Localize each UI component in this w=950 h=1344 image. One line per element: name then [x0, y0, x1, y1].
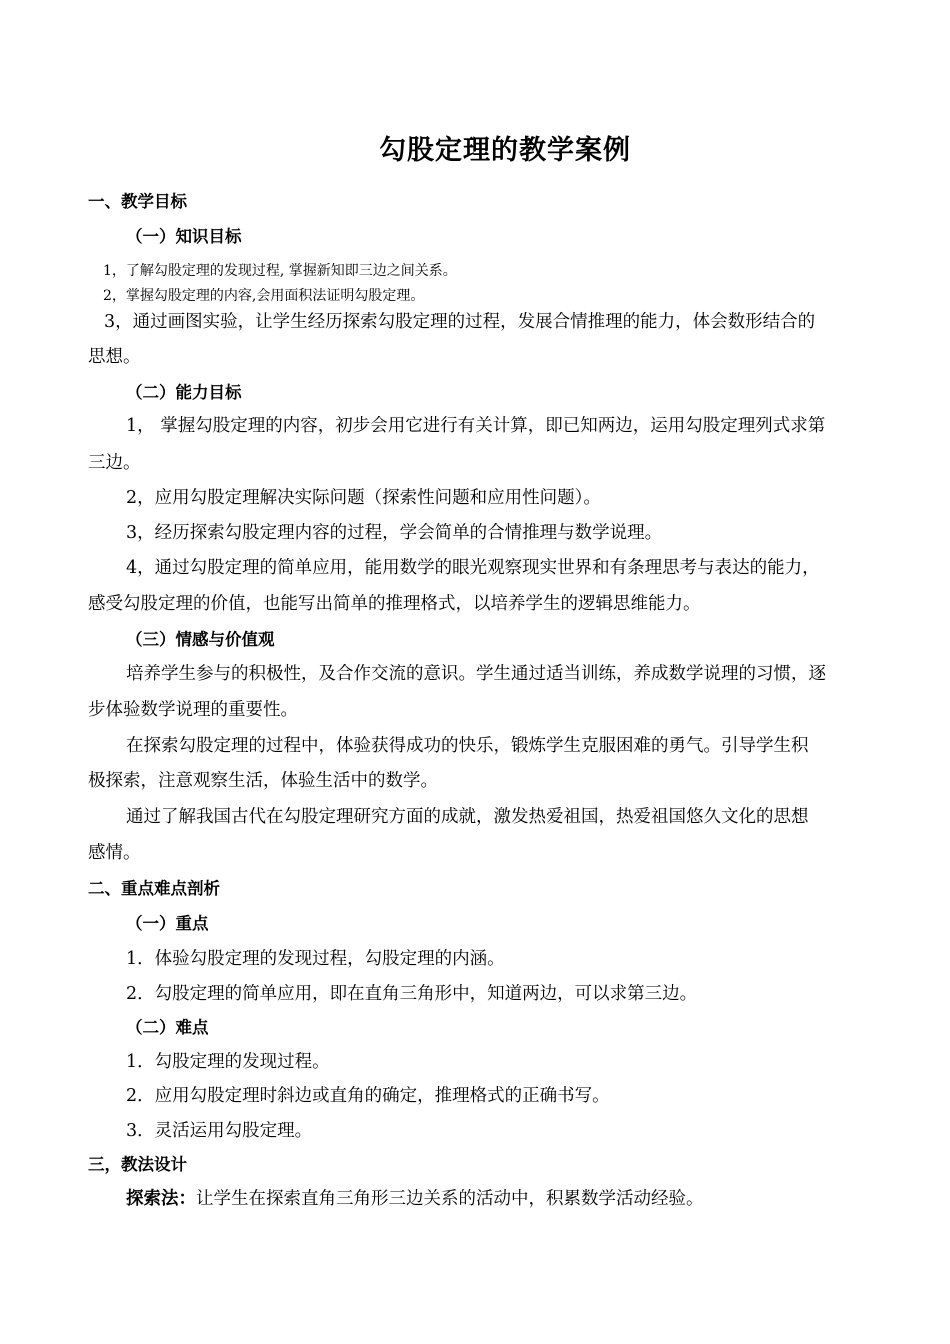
subheading-ability-goals: （二）能力目标	[126, 383, 242, 402]
section-heading-teaching-goals: 一、教学目标	[88, 192, 187, 211]
subheading-key-points: （一）重点	[126, 914, 209, 933]
section-heading-teaching-method: 三，教法设计	[88, 1155, 187, 1174]
ability-goal-1-line1: 1， 掌握勾股定理的内容，初步会用它进行有关计算，即已知两边，运用勾股定理列式求第	[126, 416, 826, 436]
knowledge-goal-2: 2，掌握勾股定理的内容,会用面积法证明勾股定理。	[103, 288, 425, 304]
ability-goal-2: 2，应用勾股定理解决实际问题（探索性问题和应用性问题）。	[126, 488, 601, 508]
knowledge-goal-3-line1: 3，通过画图实验，让学生经历探索勾股定理的过程，发展合情推理的能力，体会数形结合的	[104, 312, 816, 332]
ability-goal-4-line1: 4，通过勾股定理的简单应用，能用数学的眼光观察现实世界和有条理思考与表达的能力，	[126, 558, 820, 578]
ability-goal-4-line2: 感受勾股定理的价值，也能写出简单的推理格式，以培养学生的逻辑思维能力。	[88, 594, 701, 614]
difficult-point-2: 2．应用勾股定理时斜边或直角的确定，推理格式的正确书写。	[126, 1086, 610, 1106]
emotion-para3-line1: 通过了解我国古代在勾股定理研究方面的成就，激发热爱祖国，热爱祖国悠久文化的思想	[126, 807, 809, 827]
difficult-point-3: 3．灵活运用勾股定理。	[126, 1121, 313, 1141]
method-text: 让学生在探索直角三角形三边关系的活动中，积累数学活动经验。	[196, 1189, 704, 1209]
key-point-2: 2．勾股定理的简单应用，即在直角三角形中，知道两边，可以求第三边。	[126, 984, 698, 1004]
knowledge-goal-3-line2: 思想。	[88, 347, 141, 367]
method-paragraph	[126, 1187, 704, 1211]
key-point-1: 1．体验勾股定理的发现过程，勾股定理的内涵。	[126, 949, 505, 969]
section-heading-key-difficult-points: 二、重点难点剖析	[88, 879, 220, 898]
emotion-para1-line2: 步体验数学说理的重要性。	[88, 700, 298, 720]
difficult-point-1: 1．勾股定理的发现过程。	[126, 1052, 330, 1072]
document-title: 勾股定理的教学案例	[379, 135, 631, 166]
ability-goal-1-line2: 三边。	[88, 453, 141, 473]
emotion-para2-line2: 极探索，注意观察生活，体验生活中的数学。	[88, 771, 438, 791]
method-label: 探索法：	[126, 1189, 196, 1209]
emotion-para2-line1: 在探索勾股定理的过程中，体验获得成功的快乐，锻炼学生克服困难的勇气。引导学生积	[126, 736, 809, 756]
emotion-para3-line2: 感情。	[88, 843, 141, 863]
subheading-difficult-points: （二）难点	[126, 1018, 209, 1037]
subheading-knowledge-goals: （一）知识目标	[126, 227, 242, 246]
ability-goal-3: 3，经历探索勾股定理内容的过程，学会简单的合情推理与数学说理。	[126, 523, 663, 543]
emotion-para1-line1: 培养学生参与的积极性，及合作交流的意识。学生通过适当训练，养成数学说理的习惯，逐	[126, 664, 826, 684]
subheading-emotion-values: （三）情感与价值观	[126, 630, 275, 649]
knowledge-goal-1: 1，了解勾股定理的发现过程, 掌握新知即三边之间关系。	[103, 263, 457, 279]
